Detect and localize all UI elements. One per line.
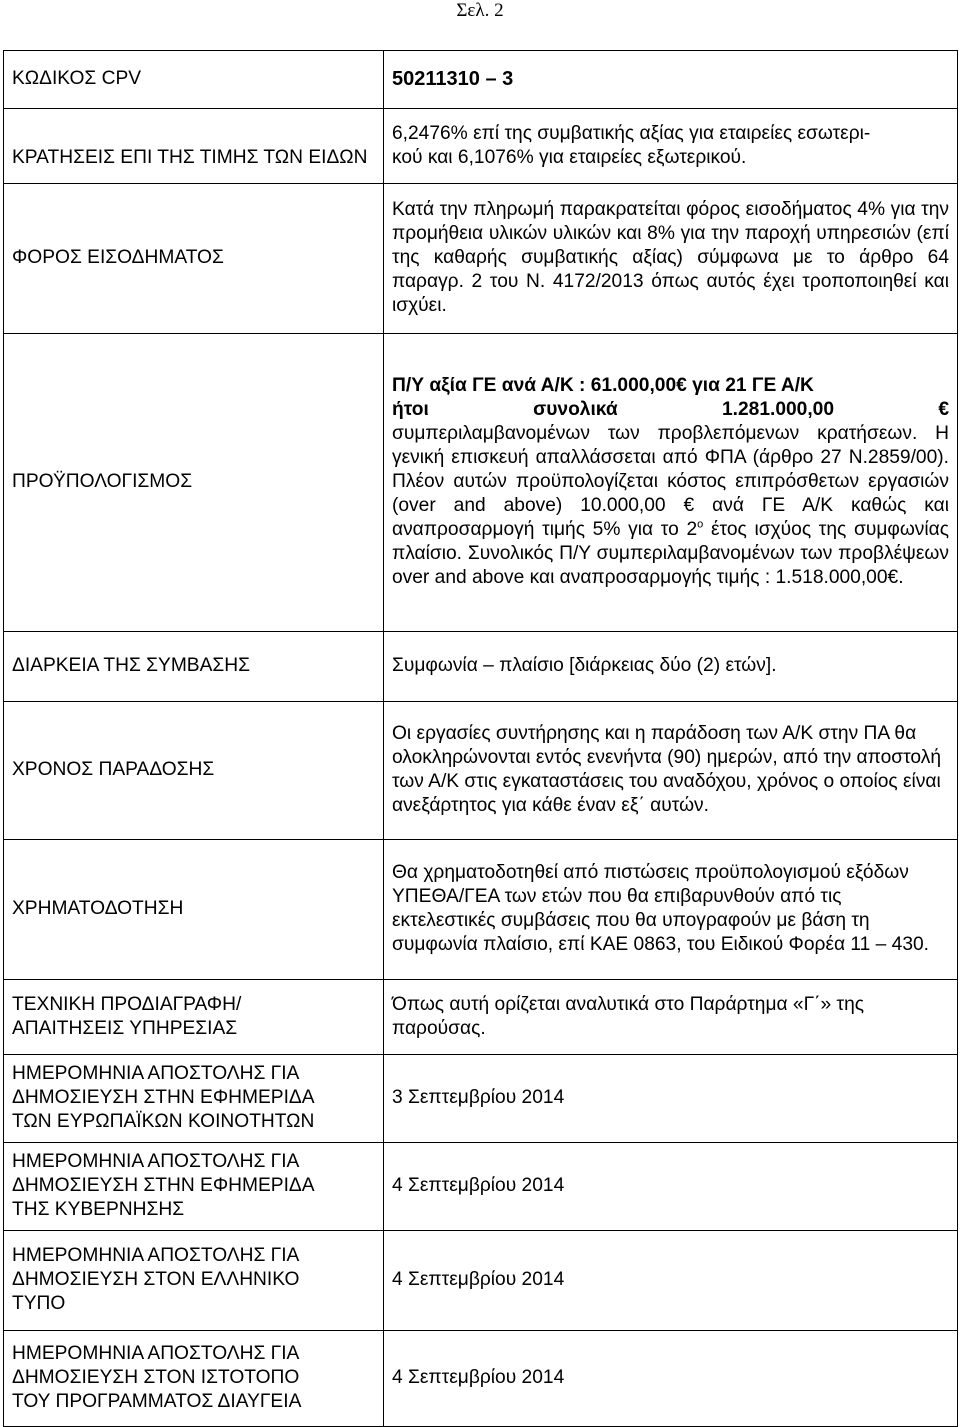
row-value: 4 Σεπτεμβρίου 2014 <box>384 1231 958 1331</box>
row-label: ΧΡΗΜΑΤΟΔΟΤΗΣΗ <box>4 840 384 980</box>
table-row <box>4 1055 958 1143</box>
row-label: ΠΡΟΫΠΟΛΟΓΙΣΜΟΣ <box>4 334 384 632</box>
table-row <box>4 184 958 334</box>
row-label: ΚΩΔΙΚΟΣ CPV <box>4 51 384 109</box>
row-value: Συμφωνία – πλαίσιο [διάρκειας δύο (2) ετών]. <box>384 632 958 702</box>
row-value: 4 Σεπτεμβρίου 2014 <box>384 1331 958 1427</box>
table-row <box>4 1231 958 1331</box>
row-label: ΗΜΕΡΟΜΗΝΙΑ ΑΠΟΣΤΟΛΗΣ ΓΙΑ ΔΗΜΟΣΙΕΥΣΗ ΣΤΟΝ ΕΛΛΗΝΙΚΟ ΤΥΠΟ <box>4 1231 384 1331</box>
row-label <box>4 109 384 184</box>
row-label: ΦΟΡΟΣ ΕΙΣΟΔΗΜΑΤΟΣ <box>4 184 384 334</box>
row-value: Όπως αυτή ορίζεται αναλυτικά στο Παράρτημα «Γ΄» της παρούσας. <box>384 980 958 1055</box>
table-row <box>4 1143 958 1231</box>
specification-table <box>3 50 958 1427</box>
budget-total-value: ήτοι συνολικά 1.281.000,00 € <box>392 399 949 420</box>
row-value: 3 Σεπτεμβρίου 2014 <box>384 1055 958 1143</box>
row-value <box>384 334 958 632</box>
table-row <box>4 840 958 980</box>
ordinal-superscript: ο <box>697 518 704 531</box>
table-row <box>4 51 958 109</box>
budget-unit-value: Π/Υ αξία ΓΕ ανά Α/Κ : 61.000,00€ για 21 ΓΕ Α/Κ <box>392 375 814 396</box>
row-value: Θα χρηματοδοτηθεί από πιστώσεις προϋπολογισμού εξόδων ΥΠΕΘΑ/ΓΕΑ των ετών που θα επιβαρυνθούν από τις εκτελεστικές συμβάσεις που θα υπογραφούν με βάση τη συμφωνία πλαίσιο, επί ΚΑΕ 0863, του Ειδικού Φορέα 11 – 430. <box>384 840 958 980</box>
table-row <box>4 1331 958 1427</box>
budget-details: συμπεριλαμβανομένων των προβλεπόμενων κρατήσεων. Η γενική επισκευή απαλλάσσεται από ΦΠΑ (άρθρο 27 Ν.2859/00). Πλέον αυτών προϋπολογίζεται κόστος επιπρόσθετων εργασιών (over and above) 10.000,00 € ανά ΓΕ Α/Κ καθώς και αναπροσαρμογή τιμής 5% για το 2 <box>392 423 949 540</box>
row-label: ΗΜΕΡΟΜΗΝΙΑ ΑΠΟΣΤΟΛΗΣ ΓΙΑ ΔΗΜΟΣΙΕΥΣΗ ΣΤΟΝ ΙΣΤΟΤΟΠΟ ΤΟΥ ΠΡΟΓΡΑΜΜΑΤΟΣ ΔΙΑΥΓΕΙΑ <box>4 1331 384 1427</box>
page-number: Σελ. 2 <box>456 0 504 21</box>
row-value: Κατά την πληρωμή παρακρατείται φόρος εισοδήματος 4% για την προμήθεια υλικών υλικών και 8% για την παροχή υπηρεσιών (επί της καθαρής συμβατικής αξίας) σύμφωνα με το άρθρο 64 παραγρ. 2 του Ν. 4172/2013 όπως αυτός έχει τροποποιηθεί και ισχύει. <box>384 184 958 334</box>
row-value: 4 Σεπτεμβρίου 2014 <box>384 1143 958 1231</box>
table-row <box>4 109 958 184</box>
row-label: ΔΙΑΡΚΕΙΑ ΤΗΣ ΣΥΜΒΑΣΗΣ <box>4 632 384 702</box>
table-row <box>4 632 958 702</box>
table-row <box>4 334 958 632</box>
row-label-text: ΚΡΑΤΗΣΕΙΣ ΕΠΙ ΤΗΣ ΤΙΜΗΣ ΤΩΝ ΕΙΔΩΝ <box>12 146 368 168</box>
row-label: ΧΡΟΝΟΣ ΠΑΡΑΔΟΣΗΣ <box>4 702 384 840</box>
budget-details-cont: έτος ισχύος της συμφωνίας πλαίσιο. Συνολικός Π/Υ συμπεριλαμβανομένων των προβλέψεων over and above και αναπροσαρμογής τιμής : 1.518.000,00€. <box>392 519 950 588</box>
row-label: ΤΕΧΝΙΚΗ ΠΡΟΔΙΑΓΡΑΦΗ/ ΑΠΑΙΤΗΣΕΙΣ ΥΠΗΡΕΣΙΑΣ <box>4 980 384 1055</box>
row-label: ΗΜΕΡΟΜΗΝΙΑ ΑΠΟΣΤΟΛΗΣ ΓΙΑ ΔΗΜΟΣΙΕΥΣΗ ΣΤΗΝ ΕΦΗΜΕΡΙΔΑ ΤΩΝ ΕΥΡΩΠΑΪΚΩΝ ΚΟΙΝΟΤΗΤΩΝ <box>4 1055 384 1143</box>
row-value: Οι εργασίες συντήρησης και η παράδοση των Α/Κ στην ΠΑ θα ολοκληρώνονται εντός ενενήντα (90) ημερών, από την αποστολή των Α/Κ στις εγκαταστάσεις του αναδόχου, χρόνος ο οποίος είναι ανεξάρτητος για κάθε έναν εξ΄ αυτών. <box>384 702 958 840</box>
table-row <box>4 980 958 1055</box>
row-label: ΗΜΕΡΟΜΗΝΙΑ ΑΠΟΣΤΟΛΗΣ ΓΙΑ ΔΗΜΟΣΙΕΥΣΗ ΣΤΗΝ ΕΦΗΜΕΡΙΔΑ ΤΗΣ ΚΥΒΕΡΝΗΣΗΣ <box>4 1143 384 1231</box>
row-value: 6,2476% επί της συμβατικής αξίας για εταιρείες εσωτερι- κού και 6,1076% για εταιρείες εξωτερικού. <box>384 109 958 184</box>
row-value: 50211310 – 3 <box>384 51 958 109</box>
table-row <box>4 702 958 840</box>
